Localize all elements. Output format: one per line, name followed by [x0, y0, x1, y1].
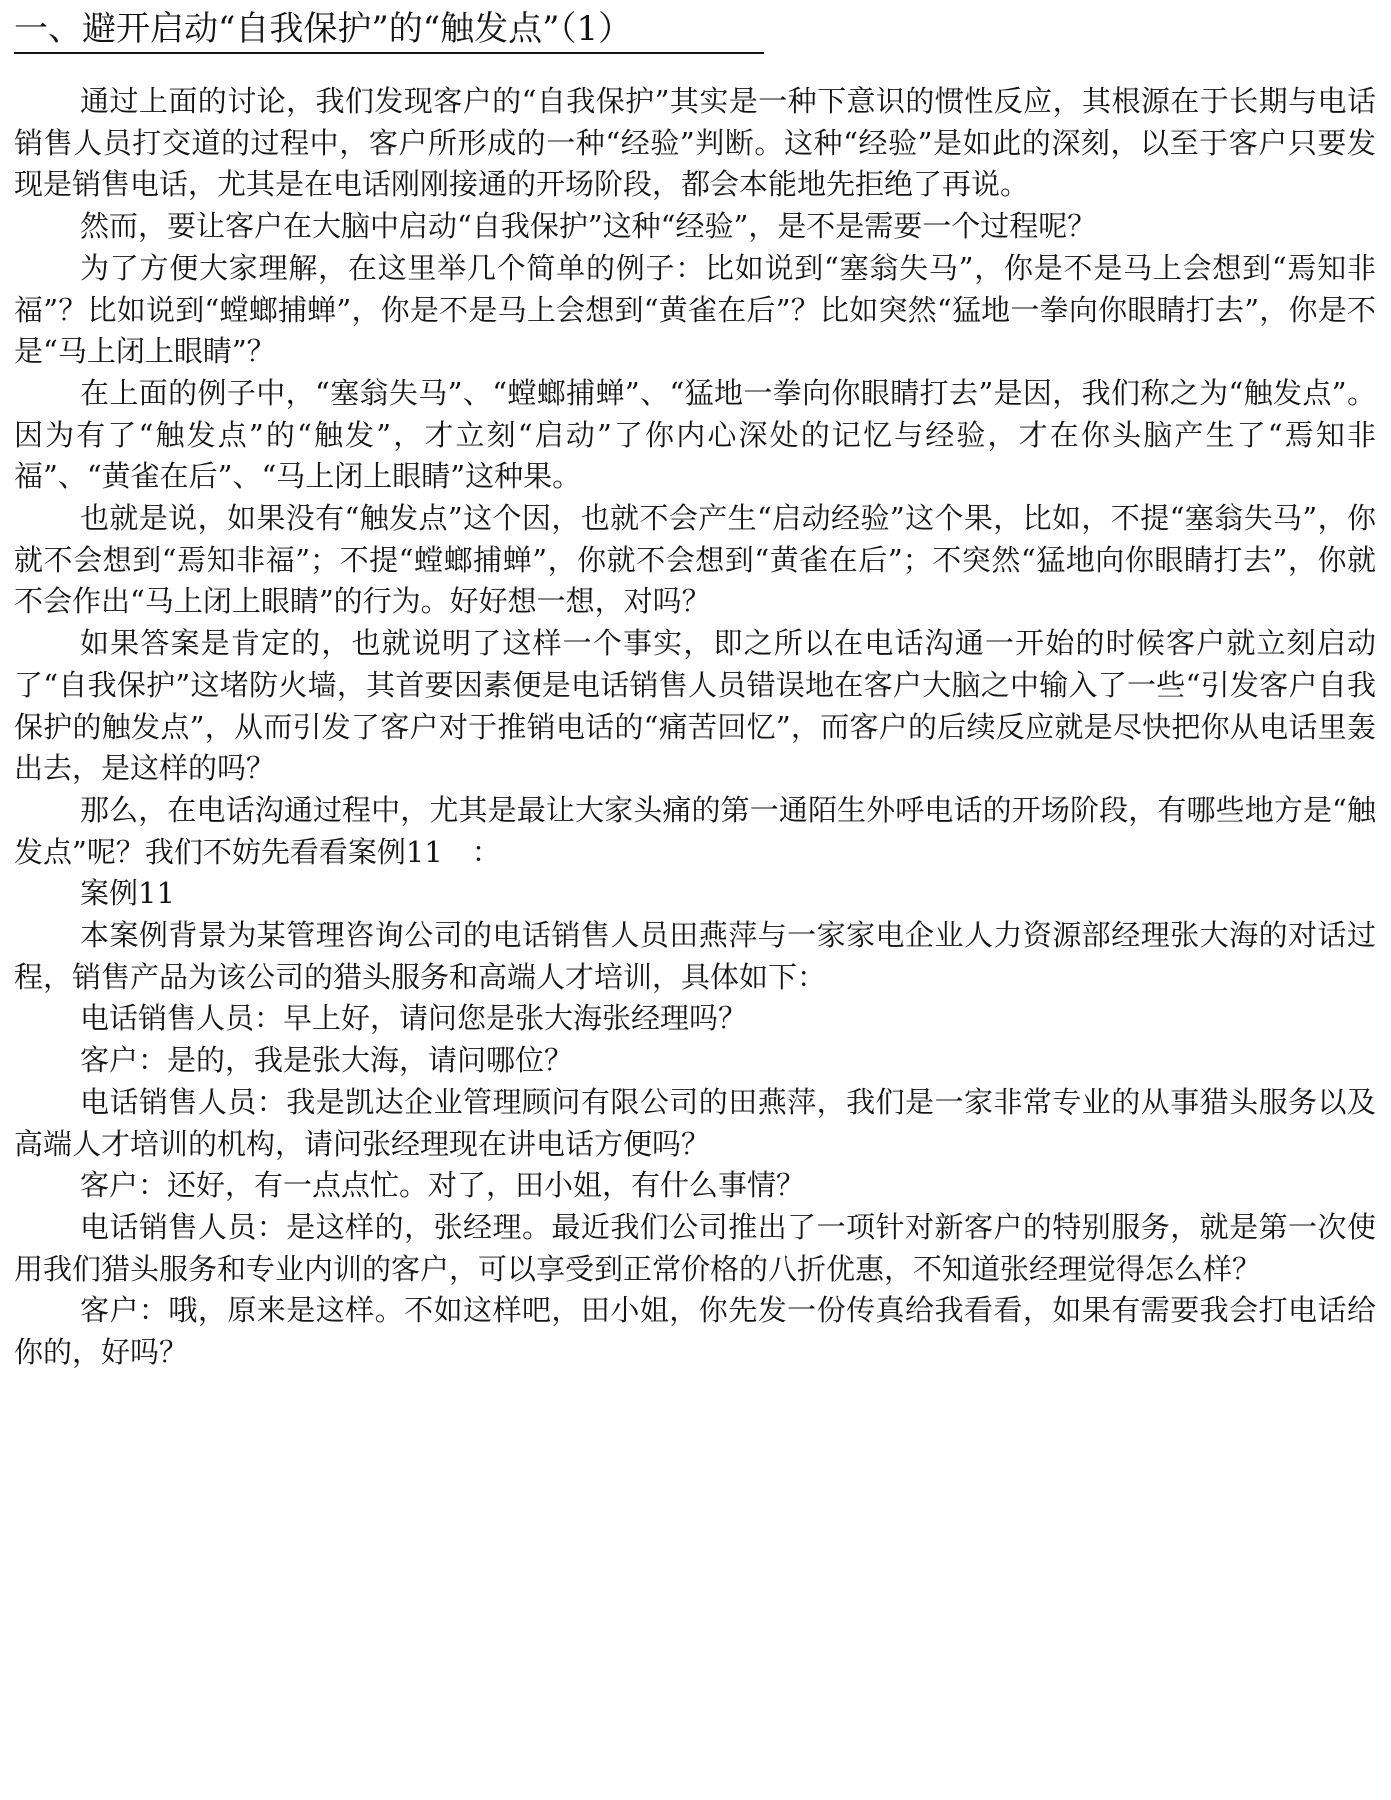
heading-underline [14, 52, 764, 54]
paragraph: 通过上面的讨论，我们发现客户的“自我保护”其实是一种下意识的惯性反应，其根源在于长期与电话销售人员打交道的过程中，客户所形成的一种“经验”判断。这种“经验”是如此的深刻，以至于客户只要发现是销售电话，尤其是在电话刚刚接通的开场阶段，都会本能地先拒绝了再说。 [14, 84, 1376, 202]
dialogue-line: 客户：哦，原来是这样。不如这样吧，田小姐，你先发一份传真给我看看，如果有需要我会打电话给你的，好吗？ [14, 1293, 1376, 1370]
document-body [14, 81, 1376, 1374]
dialogue-line: 电话销售人员：是这样的，张经理。最近我们公司推出了一项针对新客户的特别服务，就是第一次使用我们猎头服务和专业内训的客户，可以享受到正常价格的八折优惠，不知道张经理觉得怎么样？ [14, 1209, 1376, 1286]
section-heading: 一、避开启动“自我保护”的“触发点”（1） [14, 9, 633, 49]
dialogue-line: 电话销售人员：早上好，请问您是张大海张经理吗？ [80, 1001, 748, 1036]
paragraph: 在上面的例子中，“塞翁失马”、“螳螂捕蝉”、“猛地一拳向你眼睛打去”是因，我们称之为“触发点”。因为有了“触发点”的“触发”，才立刻“启动”了你内心深处的记忆与经验，才在你头脑产生了“焉知非福”、“黄雀在后”、“马上闭上眼睛”这种果。 [14, 375, 1376, 494]
case-label: 案例11 [80, 876, 175, 911]
paragraph: 那么，在电话沟通过程中，尤其是最让大家头痛的第一通陌生外呼电话的开场阶段，有哪些地方是“触发点”呢？我们不妨先看看案例11 ： [14, 792, 1376, 869]
paragraph: 然而，要让客户在大脑中启动“自我保护”这种“经验”，是不是需要一个过程呢？ [80, 209, 1097, 244]
paragraph: 也就是说，如果没有“触发点”这个因，也就不会产生“启动经验”这个果，比如，不提“塞翁失马”，你就不会想到“焉知非福”；不提“螳螂捕蝉”，你就不会想到“黄雀在后”；不突然“猛地向你眼睛打去”，你就不会作出“马上闭上眼睛”的行为。好好想一想，对吗？ [14, 501, 1376, 619]
dialogue-line: 电话销售人员：我是凯达企业管理顾问有限公司的田燕萍，我们是一家非常专业的从事猎头服务以及高端人才培训的机构，请问张经理现在讲电话方便吗？ [14, 1084, 1376, 1161]
paragraph: 本案例背景为某管理咨询公司的电话销售人员田燕萍与一家家电企业人力资源部经理张大海的对话过程，销售产品为该公司的猎头服务和高端人才培训，具体如下： [14, 918, 1376, 994]
paragraph: 如果答案是肯定的，也就说明了这样一个事实，即之所以在电话沟通一开始的时候客户就立刻启动了“自我保护”这堵防火墙，其首要因素便是电话销售人员错误地在客户大脑之中输入了一些“引发客户自我保护的触发点”，从而引发了客户对于推销电话的“痛苦回忆”，而客户的后续反应就是尽快把你从电话里轰出去，是这样的吗？ [14, 626, 1376, 786]
dialogue-line: 客户：还好，有一点点忙。对了，田小姐，有什么事情？ [80, 1168, 806, 1203]
paragraph: 为了方便大家理解，在这里举几个简单的例子：比如说到“塞翁失马”，你是不是马上会想到“焉知非福”？比如说到“螳螂捕蝉”，你是不是马上会想到“黄雀在后”？比如突然“猛地一拳向你眼睛打去”，你是不是“马上闭上眼睛”？ [14, 250, 1376, 369]
dialogue-line: 客户：是的，我是张大海，请问哪位？ [80, 1043, 574, 1078]
